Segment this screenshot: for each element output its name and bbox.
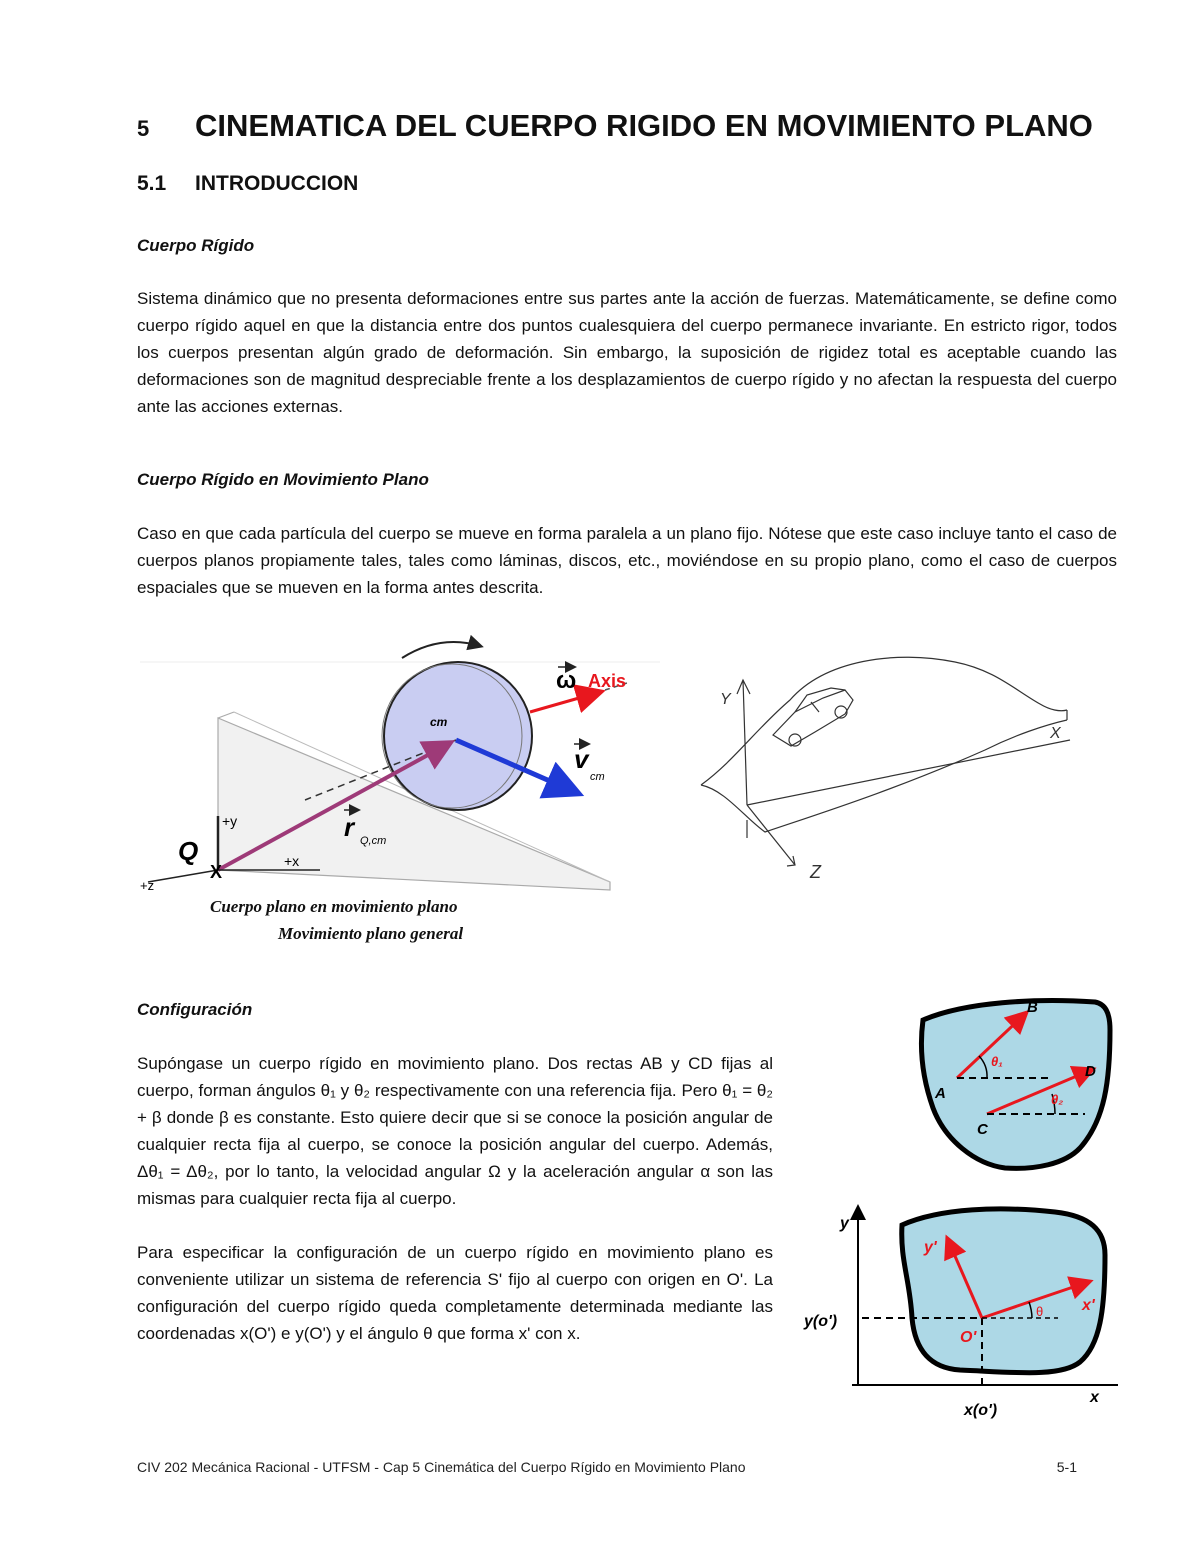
- local-x-label: x': [1082, 1297, 1095, 1314]
- car-window: [811, 702, 819, 712]
- r-label: r: [344, 812, 355, 842]
- point-a-label: A: [935, 1085, 946, 1102]
- footer-text: CIV 202 Mecánica Racional - UTFSM - Cap 5 Cinemática del Cuerpo Rígido en Movimiento Plano: [137, 1459, 746, 1475]
- figure1-caption-2: Movimiento plano general: [278, 924, 464, 943]
- sketch-x-label: X: [1050, 725, 1061, 742]
- z-axis: [148, 870, 218, 882]
- surface-top-curve: [701, 657, 1067, 785]
- v-subscript: cm: [590, 771, 605, 783]
- rigid-body-heading: Cuerpo Rígido: [137, 236, 255, 255]
- page-number: 5-1: [1056, 1459, 1077, 1475]
- local-y-label: y': [924, 1239, 937, 1256]
- body-frame-figure: [800, 1200, 1130, 1430]
- section-number: 5.1: [137, 172, 167, 195]
- axis-label: Axis: [588, 671, 627, 691]
- page-footer: [137, 1459, 1077, 1475]
- point-d-label: D: [1085, 1063, 1096, 1080]
- v-label: v: [574, 744, 589, 774]
- point-c-label: C: [977, 1121, 988, 1138]
- chapter-heading: [137, 108, 1093, 144]
- figure1-caption-1: Cuerpo plano en movimiento plano: [210, 897, 458, 916]
- configuration-paragraph-1: Supóngase un cuerpo rígido en movimiento plano. Dos rectas AB y CD fijas al cuerpo, forman ángulos θ₁ y θ₂ respectivamente con una referencia fija. Pero θ₁ = θ₂ + β donde β es constante. Esto quiere decir que si se conoce la posición angular de cualquier recta fija al cuerpo, se conoce la posición angular del cuerpo. Además, Δθ₁ = Δθ₂, por lo tanto, la velocidad angular Ω y la aceleración angular α son las mismas para cualquier recta fija al cuerpo.: [137, 1054, 773, 1208]
- yo-label: y(o'): [804, 1313, 838, 1330]
- plus-x-label: +x: [284, 853, 300, 869]
- plus-z-label: +z: [140, 878, 155, 893]
- sketch-z-label: Z: [810, 862, 821, 882]
- sketch-y-label: Y: [720, 691, 731, 708]
- configuration-paragraph-2: Para especificar la configuración de un cuerpo rígido en movimiento plano es conveniente utilizar un sistema de referencia S' fijo al cuerpo con origen en O'. La configuración del cuerpo rígido queda completamente determinada mediante las coordenadas x(O') e y(O') y el ángulo θ que forma x' con x.: [137, 1243, 773, 1343]
- omega-vector: [530, 692, 600, 712]
- r-subscript: Q,cm: [360, 835, 387, 847]
- sketch-z-axis: [747, 805, 795, 865]
- section-heading: [137, 172, 358, 196]
- lines-ab-cd-figure: [905, 990, 1135, 1180]
- plane-motion-heading: Cuerpo Rígido en Movimiento Plano: [137, 470, 429, 489]
- cm-label: cm: [430, 715, 448, 729]
- chapter-number: 5: [137, 116, 150, 141]
- wedge-top-edge: [218, 712, 234, 718]
- point-b-label: B: [1027, 999, 1038, 1016]
- disk: [384, 662, 532, 810]
- theta-label: θ: [1036, 1304, 1044, 1319]
- plus-y-label: +y: [222, 813, 238, 829]
- rigid-body-paragraph: Sistema dinámico que no presenta deformaciones entre sus partes ante la acción de fuerzas. Matemáticamente, se define como cuerpo rígido aquel en que la distancia entre dos puntos cualesquiera del cuerpo permanece invariante. En estricto rigor, todos los cuerpos presentan algún grado de deformación. Sin embargo, la suposición de rigidez total es aceptable cuando las deformaciones son de magnitud despreciable frente a los desplazamientos de cuerpo rígido y no afectan la respuesta del cuerpo ante las acciones externas.: [137, 289, 1117, 416]
- sketch-x-axis: [747, 740, 1070, 805]
- rolling-disk-figure: [130, 620, 670, 900]
- origin-o-label: O': [960, 1329, 977, 1346]
- theta1-label: θ₁: [991, 1054, 1003, 1069]
- xo-label: x(o'): [964, 1402, 998, 1419]
- plane-motion-paragraph: Caso en que cada partícula del cuerpo se mueve en forma paralela a un plano fijo. Nótese que este caso incluye tanto el caso de cuerpos planos propiamente tales, tales como láminas, discos, etc., moviéndose en su propio plano, como el caso de cuerpos espaciales que se mueven en la forma antes descrita.: [137, 524, 1117, 597]
- chapter-title: CINEMATICA DEL CUERPO RIGIDO EN MOVIMIENTO PLANO: [195, 108, 1093, 143]
- q-label: Q: [178, 836, 199, 866]
- sketch-z-arrowhead: [787, 856, 795, 866]
- rotation-arrow: [402, 642, 480, 658]
- configuration-heading: Configuración: [137, 1000, 253, 1019]
- rigid-body-shape-1: [921, 1001, 1110, 1169]
- section-title: INTRODUCCION: [195, 172, 359, 195]
- curved-surface-sketch: [695, 640, 1095, 890]
- omega-label: ω: [556, 667, 577, 694]
- theta2-label: θ₂: [1051, 1092, 1064, 1107]
- global-x-label: x: [1090, 1389, 1099, 1406]
- rigid-body-shape-2: [902, 1209, 1105, 1373]
- global-y-label: y: [840, 1215, 849, 1232]
- configuration-paragraphs: [137, 1050, 773, 1374]
- origin-x-mark: X: [210, 862, 223, 882]
